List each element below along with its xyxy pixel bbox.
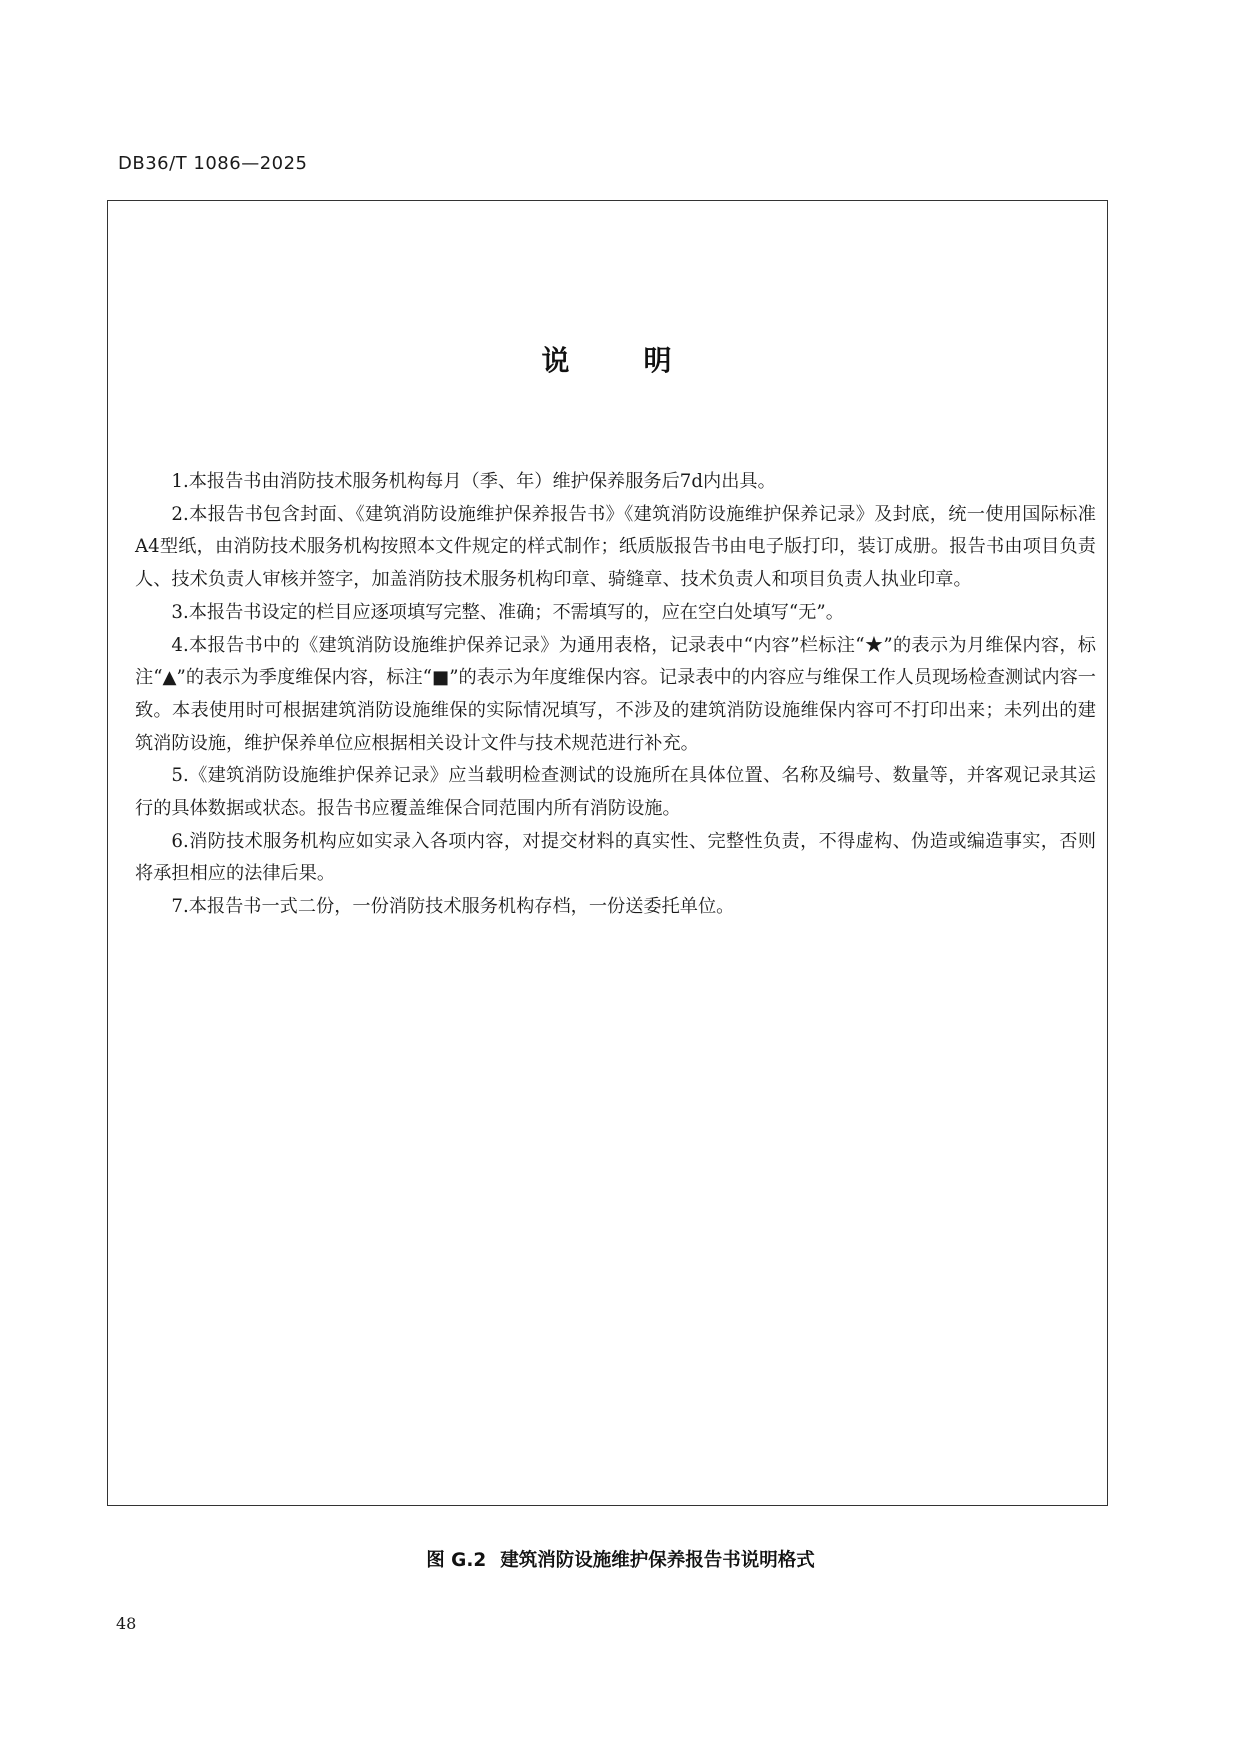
page-number: 48 <box>116 1614 137 1633</box>
explanation-body <box>135 466 1096 924</box>
frame-title <box>108 339 1107 379</box>
paragraph-1: 1.本报告书由消防技术服务机构每月（季、年）维护保养服务后7d内出具。 <box>171 471 776 492</box>
title-char-1: 说 <box>541 344 572 377</box>
figure-label: 图 G.2 <box>426 1550 487 1571</box>
explanation-frame <box>107 200 1108 1506</box>
standard-code: DB36/T 1086—2025 <box>118 153 308 174</box>
paragraph-7: 7.本报告书一式二份，一份消防技术服务机构存档，一份送委托单位。 <box>171 896 735 918</box>
figure-caption <box>0 1546 1241 1572</box>
paragraph-6: 6.消防技术服务机构应如实录入各项内容，对提交材料的真实性、完整性负责，不得虚构、伪造或编造事实，否则将承担相应的法律后果。 <box>135 830 1096 885</box>
paragraph-5: 5.《建筑消防设施维护保养记录》应当载明检查测试的设施所在具体位置、名称及编号、数量等，并客观记录其运行的具体数据或状态。报告书应覆盖维保合同范围内所有消防设施。 <box>135 765 1096 820</box>
figure-title: 建筑消防设施维护保养报告书说明格式 <box>500 1550 815 1571</box>
paragraph-2: 2.本报告书包含封面、《建筑消防设施维护保养报告书》《建筑消防设施维护保养记录》及封底，统一使用国际标准A4型纸，由消防技术服务机构按照本文件规定的样式制作；纸质版报告书由电子版打印，装订成册。报告书由项目负责人、技术负责人审核并签字，加盖消防技术服务机构印章、骑缝章、技术负责人和项目负责人执业印章。 <box>135 503 1096 591</box>
paragraph-4: 4.本报告书中的《建筑消防设施维护保养记录》为通用表格，记录表中“内容”栏标注“★”的表示为月维保内容，标注“▲”的表示为季度维保内容，标注“■”的表示为年度维保内容。记录表中的内容应与维保工作人员现场检查测试内容一致。本表使用时可根据建筑消防设施维保的实际情况填写，不涉及的建筑消防设施维保内容可不打印出来；未列出的建筑消防设施，维护保养单位应根据相关设计文件与技术规范进行补充。 <box>135 634 1096 754</box>
title-char-2: 明 <box>643 344 674 377</box>
paragraph-3: 3.本报告书设定的栏目应逐项填写完整、准确；不需填写的，应在空白处填写“无”。 <box>171 601 844 623</box>
